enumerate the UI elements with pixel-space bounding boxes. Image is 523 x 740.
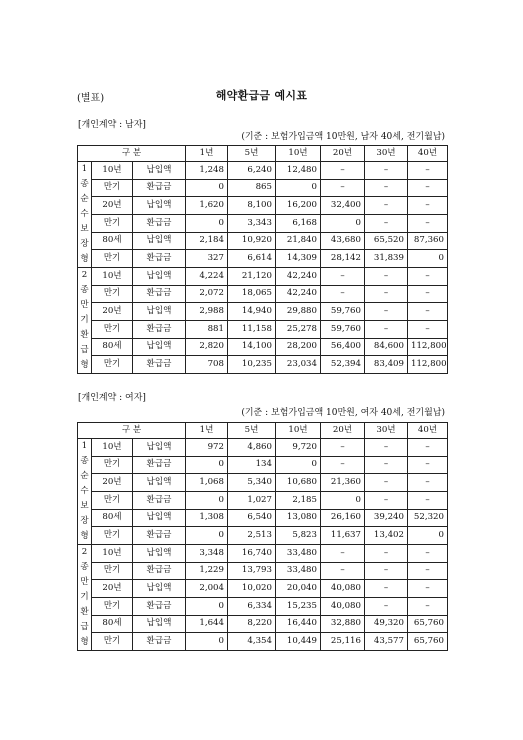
table-row <box>78 232 448 250</box>
amount-type-cell: 납입액 <box>133 545 186 563</box>
value-cell: 23,034 <box>276 356 321 374</box>
header-year: 40년 <box>408 146 448 162</box>
product-group-label <box>78 268 92 374</box>
term-cell: 10년 <box>92 439 133 457</box>
value-cell: 32,400 <box>321 197 365 215</box>
value-cell: 10,920 <box>228 232 276 250</box>
value-cell: 10,020 <box>228 580 276 598</box>
amount-type-cell: 납입액 <box>133 615 186 633</box>
table-row <box>78 439 448 457</box>
group-label-char: 만 <box>80 577 89 587</box>
section-label-male: [개인계약 : 남자] <box>78 120 146 130</box>
value-cell: 708 <box>186 356 228 374</box>
group-label-char: 종 <box>80 562 89 572</box>
value-cell: 8,220 <box>228 615 276 633</box>
amount-type-cell: 환급금 <box>133 456 186 474</box>
value-cell: 881 <box>186 320 228 338</box>
value-cell: 10,449 <box>276 633 321 651</box>
value-cell: – <box>365 439 408 457</box>
value-cell: – <box>408 214 448 232</box>
group-label-char: 장 <box>80 516 89 526</box>
value-cell: 28,200 <box>276 338 321 356</box>
value-cell: 13,080 <box>276 509 321 527</box>
group-label-char: 기 <box>80 315 89 325</box>
header-year: 20년 <box>321 423 365 439</box>
value-cell: – <box>365 320 408 338</box>
group-label-char: 급 <box>80 345 89 355</box>
value-cell: – <box>408 491 448 509</box>
value-cell: 8,100 <box>228 197 276 215</box>
value-cell: 21,120 <box>228 268 276 286</box>
group-label-char: 환 <box>80 607 89 617</box>
value-cell: – <box>321 545 365 563</box>
value-cell: 16,200 <box>276 197 321 215</box>
value-cell: 2,820 <box>186 338 228 356</box>
value-cell: 10,235 <box>228 356 276 374</box>
term-cell: 만기 <box>92 285 133 303</box>
term-cell: 만기 <box>92 456 133 474</box>
table-header-row <box>78 423 448 439</box>
term-cell: 80세 <box>92 338 133 356</box>
group-label-char: 보 <box>80 224 89 234</box>
product-group-label <box>78 162 92 268</box>
term-cell: 80세 <box>92 509 133 527</box>
value-cell: – <box>408 456 448 474</box>
table-row <box>78 474 448 492</box>
amount-type-cell: 환급금 <box>133 597 186 615</box>
value-cell: 4,224 <box>186 268 228 286</box>
attachment-label: (별표) <box>77 93 105 104</box>
value-cell: – <box>408 268 448 286</box>
table-row <box>78 197 448 215</box>
value-cell: – <box>408 197 448 215</box>
value-cell: 42,240 <box>276 285 321 303</box>
value-cell: 972 <box>186 439 228 457</box>
value-cell: 4,354 <box>228 633 276 651</box>
term-cell: 만기 <box>92 179 133 197</box>
value-cell: 0 <box>276 456 321 474</box>
group-label-char: 종 <box>80 456 89 466</box>
value-cell: – <box>365 562 408 580</box>
value-cell: 25,278 <box>276 320 321 338</box>
group-label-char: 수 <box>80 486 89 496</box>
term-cell: 만기 <box>92 491 133 509</box>
value-cell: 5,340 <box>228 474 276 492</box>
value-cell: – <box>408 597 448 615</box>
table-row <box>78 214 448 232</box>
value-cell: 56,400 <box>321 338 365 356</box>
term-cell: 만기 <box>92 214 133 232</box>
value-cell: 13,402 <box>365 527 408 545</box>
amount-type-cell: 환급금 <box>133 179 186 197</box>
header-year: 5년 <box>228 146 276 162</box>
value-cell: 14,940 <box>228 303 276 321</box>
value-cell: 11,158 <box>228 320 276 338</box>
value-cell: – <box>408 474 448 492</box>
group-label-char: 급 <box>80 622 89 632</box>
value-cell: 0 <box>408 527 448 545</box>
group-label-char: 형 <box>80 254 89 264</box>
value-cell: 865 <box>228 179 276 197</box>
value-cell: 16,440 <box>276 615 321 633</box>
amount-type-cell: 납입액 <box>133 509 186 527</box>
group-label-char: 형 <box>80 637 89 647</box>
value-cell: 33,480 <box>276 545 321 563</box>
amount-type-cell: 납입액 <box>133 232 186 250</box>
value-cell: – <box>365 197 408 215</box>
value-cell: 9,720 <box>276 439 321 457</box>
value-cell: 0 <box>408 250 448 268</box>
group-label-char: 1 <box>81 164 88 174</box>
table-row <box>78 356 448 374</box>
group-label-char: 보 <box>80 501 89 511</box>
value-cell: – <box>365 285 408 303</box>
table-row <box>78 545 448 563</box>
table-row <box>78 597 448 615</box>
header-year: 20년 <box>321 146 365 162</box>
value-cell: – <box>321 439 365 457</box>
table-row <box>78 303 448 321</box>
table-row <box>78 456 448 474</box>
term-cell: 80세 <box>92 232 133 250</box>
header-category: 구 분 <box>78 423 186 439</box>
value-cell: 0 <box>276 179 321 197</box>
value-cell: – <box>408 580 448 598</box>
amount-type-cell: 납입액 <box>133 580 186 598</box>
amount-type-cell: 납입액 <box>133 474 186 492</box>
amount-type-cell: 환급금 <box>133 250 186 268</box>
header-year: 30년 <box>365 146 408 162</box>
value-cell: 6,168 <box>276 214 321 232</box>
value-cell: 52,394 <box>321 356 365 374</box>
value-cell: 0 <box>321 491 365 509</box>
value-cell: – <box>365 268 408 286</box>
group-label-char: 형 <box>80 531 89 541</box>
value-cell: 28,142 <box>321 250 365 268</box>
value-cell: 5,823 <box>276 527 321 545</box>
term-cell: 10년 <box>92 162 133 180</box>
table-row <box>78 179 448 197</box>
value-cell: – <box>365 545 408 563</box>
value-cell: 20,040 <box>276 580 321 598</box>
value-cell: 0 <box>186 597 228 615</box>
value-cell: 21,360 <box>321 474 365 492</box>
refund-table-male <box>77 145 448 374</box>
term-cell: 만기 <box>92 320 133 338</box>
value-cell: 40,080 <box>321 580 365 598</box>
value-cell: 14,100 <box>228 338 276 356</box>
value-cell: 84,600 <box>365 338 408 356</box>
table-row <box>78 338 448 356</box>
amount-type-cell: 환급금 <box>133 562 186 580</box>
group-label-char: 수 <box>80 209 89 219</box>
header-category: 구 분 <box>78 146 186 162</box>
value-cell: 6,334 <box>228 597 276 615</box>
value-cell: 59,760 <box>321 303 365 321</box>
value-cell: – <box>365 214 408 232</box>
group-label-char: 환 <box>80 330 89 340</box>
value-cell: 4,860 <box>228 439 276 457</box>
table-row <box>78 285 448 303</box>
value-cell: – <box>408 162 448 180</box>
value-cell: 0 <box>186 527 228 545</box>
header-year: 30년 <box>365 423 408 439</box>
group-label-char: 종 <box>80 285 89 295</box>
value-cell: 52,320 <box>408 509 448 527</box>
group-label-char: 2 <box>81 270 88 280</box>
value-cell: 87,360 <box>408 232 448 250</box>
value-cell: 11,637 <box>321 527 365 545</box>
group-label-char: 기 <box>80 592 89 602</box>
value-cell: 0 <box>186 179 228 197</box>
value-cell: 1,644 <box>186 615 228 633</box>
refund-table-female <box>77 422 448 651</box>
table-header-row <box>78 146 448 162</box>
value-cell: – <box>365 162 408 180</box>
amount-type-cell: 환급금 <box>133 356 186 374</box>
value-cell: 0 <box>186 214 228 232</box>
value-cell: – <box>365 179 408 197</box>
value-cell: 25,116 <box>321 633 365 651</box>
amount-type-cell: 납입액 <box>133 303 186 321</box>
value-cell: 40,080 <box>321 597 365 615</box>
value-cell: – <box>408 562 448 580</box>
group-label-char: 만 <box>80 300 89 310</box>
value-cell: 14,309 <box>276 250 321 268</box>
value-cell: 6,540 <box>228 509 276 527</box>
header-year: 10년 <box>276 423 321 439</box>
term-cell: 만기 <box>92 356 133 374</box>
value-cell: – <box>321 285 365 303</box>
value-cell: – <box>408 439 448 457</box>
value-cell: 0 <box>186 456 228 474</box>
group-label-char: 1 <box>81 441 88 451</box>
term-cell: 20년 <box>92 474 133 492</box>
value-cell: 2,004 <box>186 580 228 598</box>
value-cell: 26,160 <box>321 509 365 527</box>
value-cell: 65,520 <box>365 232 408 250</box>
section-label-female: [개인계약 : 여자] <box>78 393 146 403</box>
value-cell: – <box>408 285 448 303</box>
table-row <box>78 580 448 598</box>
value-cell: – <box>321 562 365 580</box>
document-title: 해약환급금 예시표 <box>215 89 308 102</box>
value-cell: 13,793 <box>228 562 276 580</box>
term-cell: 10년 <box>92 545 133 563</box>
value-cell: 2,513 <box>228 527 276 545</box>
value-cell: 18,065 <box>228 285 276 303</box>
value-cell: 2,072 <box>186 285 228 303</box>
value-cell: – <box>365 597 408 615</box>
value-cell: 33,480 <box>276 562 321 580</box>
amount-type-cell: 환급금 <box>133 491 186 509</box>
value-cell: – <box>408 545 448 563</box>
term-cell: 만기 <box>92 633 133 651</box>
header-year: 1년 <box>186 423 228 439</box>
value-cell: 1,229 <box>186 562 228 580</box>
term-cell: 20년 <box>92 197 133 215</box>
value-cell: 112,800 <box>408 338 448 356</box>
value-cell: – <box>365 303 408 321</box>
value-cell: 134 <box>228 456 276 474</box>
value-cell: 43,680 <box>321 232 365 250</box>
term-cell: 10년 <box>92 268 133 286</box>
table-row <box>78 562 448 580</box>
amount-type-cell: 환급금 <box>133 633 186 651</box>
table-row <box>78 633 448 651</box>
group-label-char: 종 <box>80 179 89 189</box>
table-row <box>78 509 448 527</box>
value-cell: 15,235 <box>276 597 321 615</box>
value-cell: – <box>408 320 448 338</box>
group-label-char: 순 <box>80 194 89 204</box>
value-cell: – <box>321 179 365 197</box>
product-group-label <box>78 439 92 545</box>
term-cell: 만기 <box>92 562 133 580</box>
value-cell: 2,185 <box>276 491 321 509</box>
value-cell: 29,880 <box>276 303 321 321</box>
value-cell: 49,320 <box>365 615 408 633</box>
table-row <box>78 527 448 545</box>
value-cell: 1,027 <box>228 491 276 509</box>
criteria-female: (기준 : 보험가입금액 10만원, 여자 40세, 전기월납) <box>241 408 445 418</box>
term-cell: 20년 <box>92 303 133 321</box>
amount-type-cell: 환급금 <box>133 285 186 303</box>
group-label-char: 2 <box>81 547 88 557</box>
table-row <box>78 491 448 509</box>
term-cell: 80세 <box>92 615 133 633</box>
header-year: 1년 <box>186 146 228 162</box>
value-cell: 1,068 <box>186 474 228 492</box>
value-cell: – <box>408 179 448 197</box>
value-cell: 65,760 <box>408 633 448 651</box>
amount-type-cell: 납입액 <box>133 439 186 457</box>
table-row <box>78 320 448 338</box>
value-cell: – <box>321 456 365 474</box>
value-cell: 2,184 <box>186 232 228 250</box>
term-cell: 만기 <box>92 597 133 615</box>
value-cell: 112,800 <box>408 356 448 374</box>
value-cell: 1,620 <box>186 197 228 215</box>
amount-type-cell: 납입액 <box>133 338 186 356</box>
amount-type-cell: 환급금 <box>133 214 186 232</box>
group-label-char: 순 <box>80 471 89 481</box>
table-row <box>78 162 448 180</box>
value-cell: – <box>365 456 408 474</box>
term-cell: 만기 <box>92 250 133 268</box>
header-year: 5년 <box>228 423 276 439</box>
value-cell: 6,614 <box>228 250 276 268</box>
value-cell: 6,240 <box>228 162 276 180</box>
value-cell: 0 <box>321 214 365 232</box>
value-cell: 327 <box>186 250 228 268</box>
amount-type-cell: 납입액 <box>133 162 186 180</box>
value-cell: 0 <box>186 491 228 509</box>
table-row <box>78 250 448 268</box>
value-cell: – <box>365 474 408 492</box>
value-cell: 3,348 <box>186 545 228 563</box>
value-cell: – <box>321 162 365 180</box>
value-cell: – <box>408 303 448 321</box>
value-cell: 31,839 <box>365 250 408 268</box>
value-cell: 59,760 <box>321 320 365 338</box>
value-cell: 42,240 <box>276 268 321 286</box>
group-label-char: 장 <box>80 239 89 249</box>
value-cell: 1,248 <box>186 162 228 180</box>
header-year: 10년 <box>276 146 321 162</box>
term-cell: 만기 <box>92 527 133 545</box>
table-row <box>78 615 448 633</box>
value-cell: 3,343 <box>228 214 276 232</box>
value-cell: – <box>321 268 365 286</box>
product-group-label <box>78 545 92 651</box>
table-row <box>78 268 448 286</box>
amount-type-cell: 환급금 <box>133 320 186 338</box>
value-cell: 21,840 <box>276 232 321 250</box>
value-cell: 0 <box>186 633 228 651</box>
group-label-char: 형 <box>80 360 89 370</box>
value-cell: 12,480 <box>276 162 321 180</box>
value-cell: 2,988 <box>186 303 228 321</box>
criteria-male: (기준 : 보험가입금액 10만원, 남자 40세, 전기월납) <box>241 132 445 142</box>
value-cell: 16,740 <box>228 545 276 563</box>
amount-type-cell: 환급금 <box>133 527 186 545</box>
amount-type-cell: 납입액 <box>133 197 186 215</box>
value-cell: – <box>365 491 408 509</box>
amount-type-cell: 납입액 <box>133 268 186 286</box>
header-year: 40년 <box>408 423 448 439</box>
value-cell: 43,577 <box>365 633 408 651</box>
value-cell: 32,880 <box>321 615 365 633</box>
value-cell: 65,760 <box>408 615 448 633</box>
value-cell: 1,308 <box>186 509 228 527</box>
value-cell: 39,240 <box>365 509 408 527</box>
value-cell: – <box>365 580 408 598</box>
value-cell: 83,409 <box>365 356 408 374</box>
term-cell: 20년 <box>92 580 133 598</box>
value-cell: 10,680 <box>276 474 321 492</box>
